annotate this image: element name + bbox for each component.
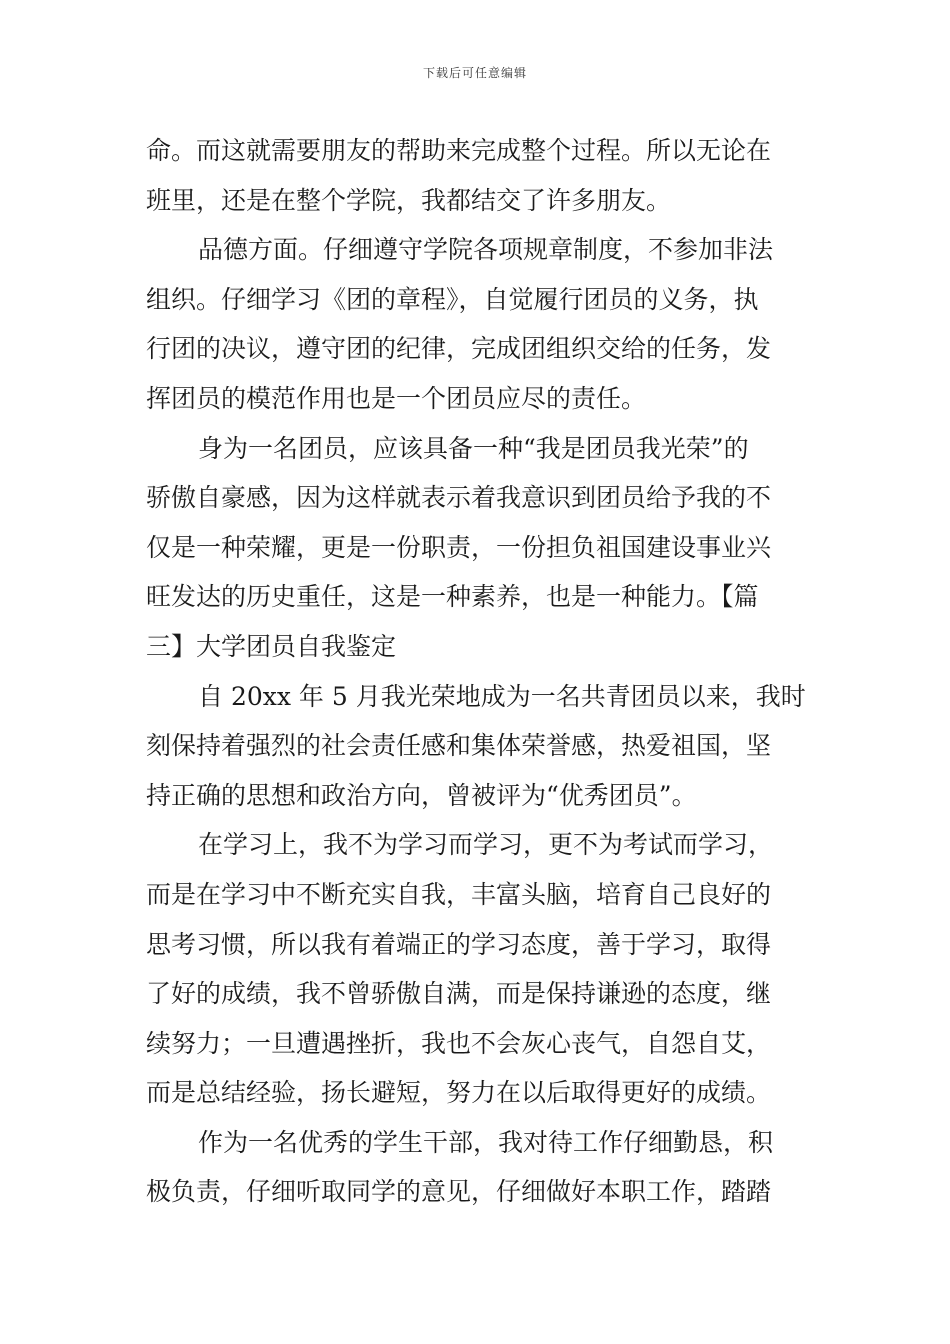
text-line: 仅是一种荣耀，更是一份职责，一份担负祖国建设事业兴	[146, 532, 772, 562]
text-line: 旺发达的历史重任，这是一种素养，也是一种能力。【篇	[146, 582, 759, 612]
text-line: 在学习上，我不为学习而学习，更不为考试而学习，	[198, 830, 774, 860]
text-line: 行团的决议，遵守团的纪律，完成团组织交给的任务，发	[146, 334, 772, 364]
text-line: 而是总结经验，扬长避短，努力在以后取得更好的成绩。	[146, 1078, 772, 1108]
text-line: 品德方面。仔细遵守学院各项规章制度，不参加非法	[198, 235, 774, 265]
text-line: 而是在学习中不断充实自我，丰富头脑，培育自己良好的	[146, 879, 772, 909]
text-line: 挥团员的模范作用也是一个团员应尽的责任。	[146, 383, 647, 413]
text-line: 身为一名团员，应该具备一种“我是团员我光荣”的	[198, 433, 749, 463]
text-line: 续努力；一旦遭遇挫折，我也不会灰心丧气，自怨自艾，	[146, 1028, 772, 1058]
document-body	[146, 126, 806, 1217]
text-line: 三】大学团员自我鉴定	[146, 631, 397, 661]
text-line: 思考习惯，所以我有着端正的学习态度，善于学习，取得	[146, 929, 772, 959]
text-line: 了好的成绩，我不曾骄傲自满，而是保持谦逊的态度，继	[146, 979, 772, 1009]
text-line: 骄傲自豪感，因为这样就表示着我意识到团员给予我的不	[146, 483, 772, 513]
text-line: 组织。仔细学习《团的章程》，自觉履行团员的义务，执	[146, 284, 759, 314]
text-line: 持正确的思想和政治方向，曾被评为“优秀团员”。	[146, 780, 697, 810]
page-header: 下载后可任意编辑	[422, 66, 527, 80]
text-line: 班里，还是在整个学院，我都结交了许多朋友。	[146, 185, 672, 215]
text-line: 命。而这就需要朋友的帮助来完成整个过程。所以无论在	[146, 136, 772, 165]
text-line: 极负责，仔细听取同学的意见，仔细做好本职工作，踏踏	[146, 1177, 772, 1207]
text-line: 作为一名优秀的学生干部，我对待工作仔细勤恳，积	[198, 1127, 774, 1157]
text-line: 刻保持着强烈的社会责任感和集体荣誉感，热爱祖国，坚	[146, 731, 772, 761]
text-line: 自 20xx 年 5 月我光荣地成为一名共青团员以来，我时	[198, 681, 806, 711]
